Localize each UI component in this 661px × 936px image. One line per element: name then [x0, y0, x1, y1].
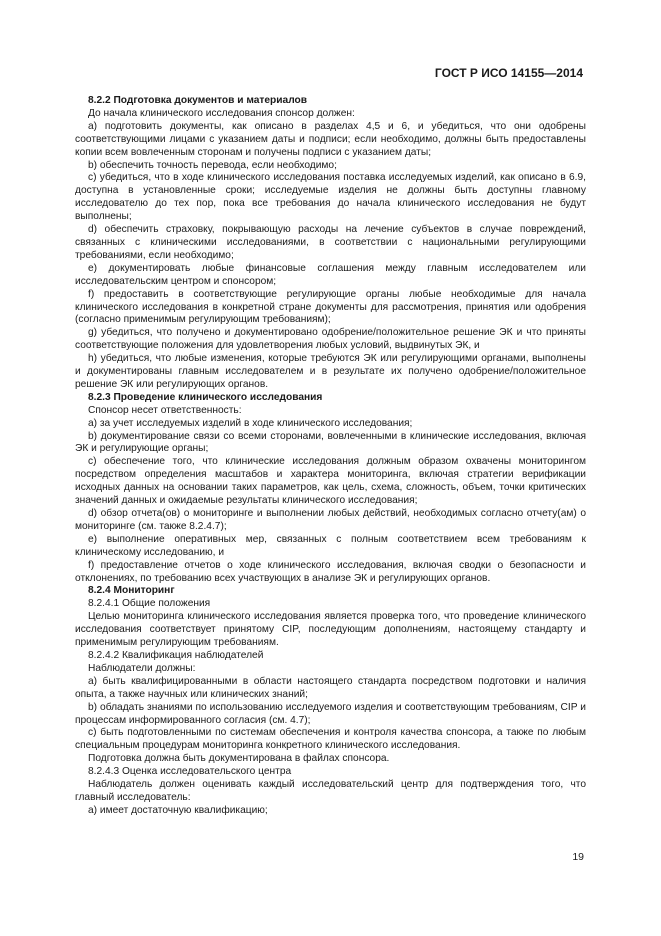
- paragraph: d) обеспечить страховку, покрывающую расходы на лечение субъектов в случае повреждений, связанных с клиническими исследованиями, в соответствии с национальными регулирующими требованиями, если необходимо;: [75, 224, 586, 261]
- paragraph: До начала клинического исследования спонсор должен:: [88, 107, 355, 119]
- paragraph: h) убедиться, что любые изменения, которые требуются ЭК или регулирующими органами, выполнены и документированы главным исследователем и в результате их получено одобрение/положительное решение ЭК или регулирующих органов.: [75, 353, 586, 390]
- document-code: ГОСТ Р ИСО 14155—2014: [434, 66, 583, 80]
- section-heading: 8.2.3 Проведение клинического исследования: [88, 391, 323, 403]
- paragraph: d) обзор отчета(ов) о мониторинге и выполнении любых действий, необходимых согласно отчету(ам) о мониторинге (см. также 8.2.4.7);: [75, 508, 586, 532]
- paragraph: e) документировать любые финансовые соглашения между главным исследователем или исследовательским центром и спонсором;: [75, 262, 586, 287]
- paragraph: a) за учет исследуемых изделий в ходе клинического исследования;: [88, 417, 413, 429]
- paragraph: 8.2.4.1 Общие положения: [88, 598, 211, 610]
- paragraph: b) обладать знаниями по использованию исследуемого изделия и соответствующим требованиям, CIP и процессам информированного согласия (см. 4.7);: [75, 701, 586, 726]
- paragraph: Наблюдатель должен оценивать каждый исследовательский центр для подтверждения того, что главный исследователь:: [75, 779, 586, 803]
- section-heading: 8.2.2 Подготовка документов и материалов: [88, 95, 308, 106]
- paragraph: Подготовка должна быть документирована в файлах спонсора.: [88, 753, 390, 765]
- paragraph: a) быть квалифицированными в области настоящего стандарта посредством подготовки и наличия опыта, а также научных или клинических знаний;: [75, 675, 586, 700]
- paragraph: a) имеет достаточную квалификацию;: [88, 804, 268, 816]
- paragraph: a) подготовить документы, как описано в разделах 4,5 и 6, и убедиться, что они одобрены соответствующими лицами с указанием даты и подписи; если необходимо, должны быть предоставлены копии всем вовлеченным сторонам и получены подписи с указанием даты;: [75, 120, 586, 158]
- paragraph: 8.2.4.2 Квалификация наблюдателей: [88, 649, 264, 661]
- page-number: 19: [572, 851, 584, 863]
- document-body: [75, 95, 586, 818]
- paragraph: Спонсор несет ответственность:: [88, 404, 242, 416]
- paragraph: Целью мониторинга клинического исследования является проверка того, что проведение клинического исследования соответствует принятому CIP, последующим дополнениям, настоящему стандарту и применимым регулирующим требованиям.: [75, 611, 586, 649]
- paragraph: b) документирование связи со всеми сторонами, вовлеченными в клинические исследования, включая ЭК и регулирующие органы;: [75, 430, 586, 455]
- paragraph: g) убедиться, что получено и документировано одобрение/положительное решение ЭК и что приняты соответствующие положения для удовлетворения любых условий, выдвинутых ЭК, и: [75, 327, 586, 352]
- paragraph: Наблюдатели должны:: [88, 662, 196, 674]
- paragraph: c) быть подготовленными по системам обеспечения и контроля качества спонсора, а также по любым специальным процедурам мониторинга конкретного клинического исследования.: [75, 727, 586, 752]
- paragraph: c) обеспечение того, что клинические исследования должным образом охвачены мониторингом посредством определения масштабов и характера мониторинга, включая стратегии верификации исходных данных на основании таких параметров, как цель, схема, сложность, объем, точки критических значений данных и ожидаемые результаты клинического исследования;: [75, 456, 586, 507]
- section-heading: 8.2.4 Мониторинг: [88, 585, 175, 597]
- paragraph: c) убедиться, что в ходе клинического исследования поставка исследуемых изделий, как описано в 6.9, доступна в установленные сроки; исследуемые изделия не должны быть доступны главному исследователю до тех пор, пока все требования до начала клинического исследования не будут выполнены;: [75, 172, 586, 223]
- paragraph: 8.2.4.3 Оценка исследовательского центра: [88, 766, 292, 778]
- paragraph: b) обеспечить точность перевода, если необходимо;: [88, 159, 337, 171]
- paragraph: f) предоставить в соответствующие регулирующие органы любые необходимые для начала клинического исследования в конкретной стране документы для рассмотрения, принятия или одобрения (согласно применимым регулирующим требованиям);: [75, 288, 586, 326]
- paragraph: e) выполнение оперативных мер, связанных с полным соответствием всем требованиям к клиническому исследованию, и: [75, 533, 586, 558]
- paragraph: f) предоставление отчетов о ходе клинического исследования, включая сводки о безопасности и отклонениях, по требованию всех участвующих в анализе ЭК и регулирующих органов.: [75, 559, 586, 584]
